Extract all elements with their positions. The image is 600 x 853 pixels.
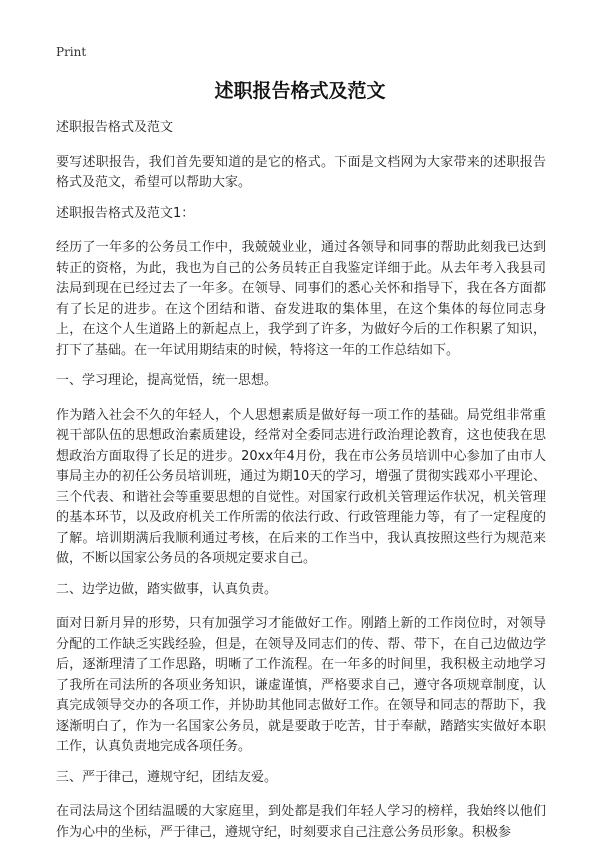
body-paragraph: 经历了一年多的公务员工作中，我兢兢业业，通过各领导和同事的帮助此刻我已达到转正的资格，为此，我也为自己的公务员转正自我鉴定详细于此。从去年考入我县司法局到现在已经过去了一年多。在领导、同事们的悉心关怀和指导下，我在各方面都有了长足的进步。在这个团结和谐、奋发进取的集体里，在这个集体的每位同志身上，在这个人生道路上的新起点上，我学到了许多，为做好今后的工作积累了知识，打下了基础。在一年试用期结束的时候，特将这一年的工作总结如下。 [56, 240, 546, 358]
section-heading-2: 二、边学边做，踏实做事，认真负责。 [56, 581, 278, 597]
body-paragraph: 作为踏入社会不久的年轻人，个人思想素质是做好每一项工作的基础。局党组非常重视干部队伍的思想政治素质建设，经常对全委同志进行政治理论教育，这也使我在思想政治方面取得了长足的进步。20xx年4月份，我在市公务员培训中心参加了由市人事局主办的初任公务员培训班，通过为期10天的学习，增强了贯彻实践邓小平理论、三个代表、和谐社会等重要思想的自觉性。对国家行政机关管理运作状况，机关管理的基本环节，以及政府机关工作所需的依法行政、行政管理能力等，有了一定程度的了解。培训期满后我顺利通过考核，在后来的工作当中，我认真按照这些行为规范来做，不断以国家公务员的各项规定要求自己。 [56, 407, 546, 566]
section-heading-3: 三、严于律己，遵规守纪，团结友爱。 [56, 769, 278, 785]
body-paragraph: 在司法局这个团结温暖的大家庭里，到处都是我们年轻人学习的榜样，我始终以他们作为心中的坐标，严于律己，遵规守纪，时刻要求自己注意公务员形象。积极参 [56, 804, 546, 840]
print-link[interactable]: Print [56, 45, 87, 59]
intro-paragraph: 要写述职报告，我们首先要知道的是它的格式。下面是文档网为大家带来的述职报告格式及范文，希望可以帮助大家。 [56, 154, 546, 190]
document-body [56, 118, 546, 853]
subtitle-paragraph: 述职报告格式及范文 [56, 120, 174, 135]
page-title: 述职报告格式及范文 [214, 80, 386, 102]
section-heading-1: 一、学习理论，提高觉悟，统一思想。 [56, 373, 278, 388]
body-paragraph: 面对日新月异的形势，只有加强学习才能做好工作。刚踏上新的工作岗位时，对领导分配的工作缺乏实践经验，但是，在领导及同志们的传、帮、带下，在自己边做边学后，逐渐理清了工作思路，明晰了工作流程。在一年多的时间里，我积极主动地学习了我所在司法所的各项业务知识，谦虚谨慎，严格要求自己，遵守各项规章制度，认真完成领导交办的各项工作，并协助其他同志做好工作。在领导和同志的帮助下，我逐渐明白了，作为一名国家公务员，就是要敢于吃苦，甘于奉献，踏踏实实做好本职工作，认真负责地完成各项任务。 [56, 616, 546, 754]
sample-heading: 述职报告格式及范文1： [56, 205, 195, 221]
